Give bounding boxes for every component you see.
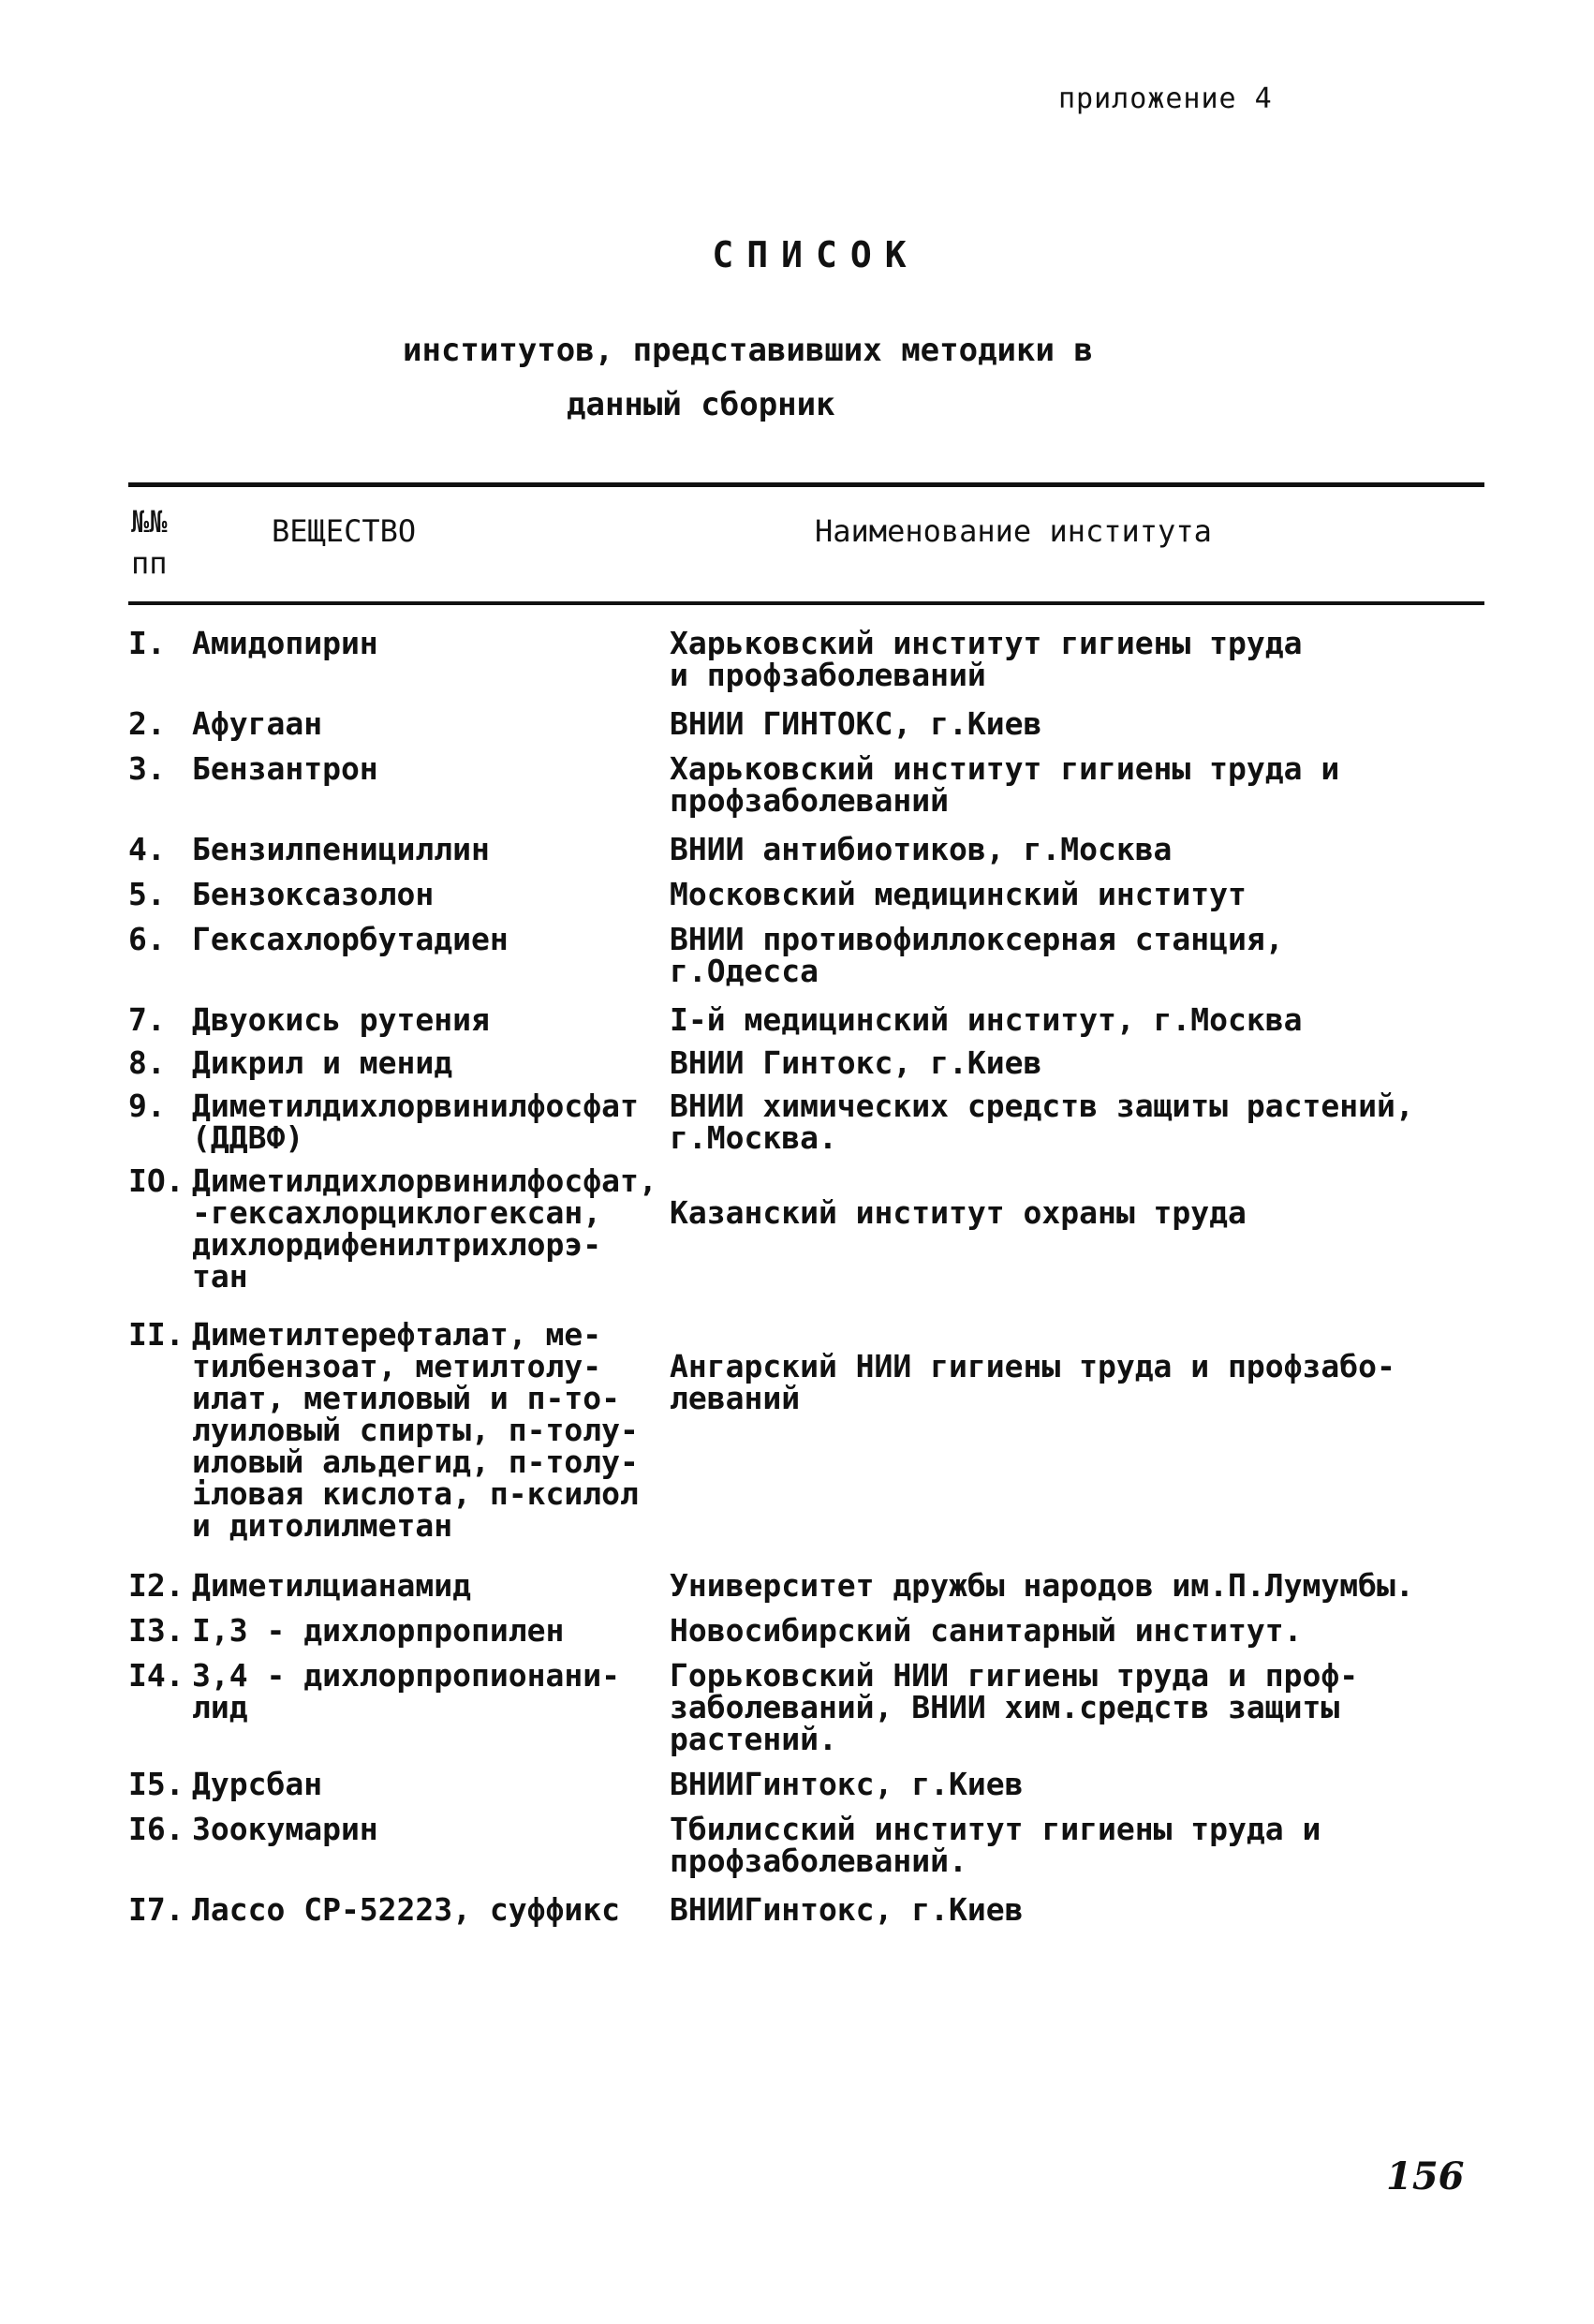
table-row — [128, 1090, 1496, 1154]
row-num: I. — [128, 625, 166, 661]
row-substance: Бензантрон — [192, 750, 378, 787]
row-institute: Казанский институт охраны труда — [670, 1194, 1247, 1231]
row-num: IO. — [128, 1162, 184, 1199]
row-institute: Университет дружбы народов им.П.Лумумбы. — [670, 1567, 1414, 1604]
row-institute: Горьковский НИИ гигиены труда и проф- заболеваний, ВНИИ хим.средств защиты растений. — [670, 1657, 1359, 1757]
row-substance: Афугаан — [192, 705, 323, 742]
row-substance: Бензоксазолон — [192, 876, 435, 912]
row-institute: ВНИИ Гинтокс, г.Киев — [670, 1044, 1042, 1081]
table-row — [128, 1001, 1496, 1038]
row-num: I7. — [128, 1891, 184, 1928]
row-num: 2. — [128, 705, 166, 742]
table-row — [128, 1891, 1496, 1928]
row-substance: 3,4 - дихлорпропионани- лид — [192, 1657, 620, 1725]
row-institute: I-й медицинский институт, г.Москва — [670, 1001, 1303, 1038]
table-row — [128, 1813, 1496, 1877]
table-row — [128, 1044, 1496, 1081]
table-body — [128, 625, 1496, 1939]
table-row — [128, 750, 1496, 819]
row-num: 5. — [128, 876, 166, 912]
appendix-label: приложение 4 — [1058, 82, 1273, 115]
table-row — [128, 1657, 1496, 1757]
column-header-number: №№ пп — [131, 504, 168, 581]
row-substance: Зоокумарин — [192, 1811, 378, 1847]
row-institute: ВНИИГинтокс, г.Киев — [670, 1891, 1024, 1928]
row-institute: ВНИИ антибиотиков, г.Москва — [670, 831, 1173, 867]
table-row — [128, 1766, 1496, 1802]
row-num: I4. — [128, 1657, 184, 1694]
row-num: 8. — [128, 1044, 166, 1081]
row-num: II. — [128, 1316, 184, 1353]
row-substance: Диметилдихлорвинилфосфат (ДДВФ) — [192, 1088, 639, 1156]
row-institute: Харьковский институт гигиены труда и профзаболеваний — [670, 750, 1340, 819]
row-substance: Амидопирин — [192, 625, 378, 661]
row-num: 3. — [128, 750, 166, 787]
row-num: I5. — [128, 1766, 184, 1802]
table-row — [128, 921, 1496, 989]
row-substance: Двуокись рутения — [192, 1001, 490, 1038]
table-row — [128, 705, 1496, 742]
table-row — [128, 625, 1496, 693]
row-institute: ВНИИ химических средств защиты растений, г.Москва. — [670, 1088, 1414, 1156]
row-substance: Бензилпенициллин — [192, 831, 490, 867]
row-substance: Дурсбан — [192, 1766, 323, 1802]
table-row — [128, 1567, 1496, 1604]
row-num: I6. — [128, 1811, 184, 1847]
table-row — [128, 831, 1496, 867]
table-row — [128, 1316, 1496, 1544]
table-row — [128, 876, 1496, 912]
page-number: 156 — [1386, 2154, 1465, 2198]
row-num: 4. — [128, 831, 166, 867]
row-num: 9. — [128, 1088, 166, 1124]
page-subtitle — [403, 323, 1246, 432]
row-substance: Лассо СР-52223, суффикс — [192, 1891, 620, 1928]
table-top-rule — [128, 482, 1484, 487]
row-institute: ВНИИГинтокс, г.Киев — [670, 1766, 1024, 1802]
column-header-substance: ВЕЩЕСТВО — [272, 513, 417, 549]
row-substance: Гексахлорбутадиен — [192, 921, 509, 957]
row-substance: I,3 - дихлорпропилен — [192, 1612, 565, 1649]
table-row — [128, 1612, 1496, 1649]
row-num: 6. — [128, 921, 166, 957]
table-header-rule — [128, 601, 1484, 605]
row-institute: Ангарский НИИ гигиены труда и профзабо- леваний — [670, 1348, 1395, 1416]
row-institute: Московский медицинский институт — [670, 876, 1247, 912]
row-institute: Харьковский институт гигиены труда и профзаболеваний — [670, 625, 1303, 693]
row-institute: ВНИИ ГИНТОКС, г.Киев — [670, 705, 1042, 742]
subtitle-line-1: институтов, представивших методики в — [403, 332, 1093, 369]
row-institute: ВНИИ противофиллоксерная станция, г.Одесса — [670, 921, 1284, 989]
row-substance: Диметилтерефталат, ме- тилбензоат, метилтолу- илат, метиловый и п-то- луиловый спирты, п-толу- иловый альдегид, п-толу- iловая кислота, п-ксилол и дитолилметан — [192, 1316, 639, 1544]
page-title: СПИСОК — [712, 234, 920, 275]
row-institute: Новосибирский санитарный институт. — [670, 1612, 1303, 1649]
column-header-institute: Наименование института — [815, 513, 1212, 549]
row-substance: Диметилдихлорвинилфосфат, -гексахлорциклогексан, дихлордифенилтрихлорэ- тан — [192, 1162, 657, 1295]
row-num: I2. — [128, 1567, 184, 1604]
row-institute: Тбилисский институт гигиены труда и профзаболеваний. — [670, 1811, 1321, 1879]
table-row — [128, 1162, 1496, 1295]
row-substance: Диметилцианамид — [192, 1567, 472, 1604]
row-substance: Дикрил и менид — [192, 1044, 453, 1081]
row-num: I3. — [128, 1612, 184, 1649]
row-num: 7. — [128, 1001, 166, 1038]
subtitle-line-2: данный сборник — [567, 386, 835, 423]
